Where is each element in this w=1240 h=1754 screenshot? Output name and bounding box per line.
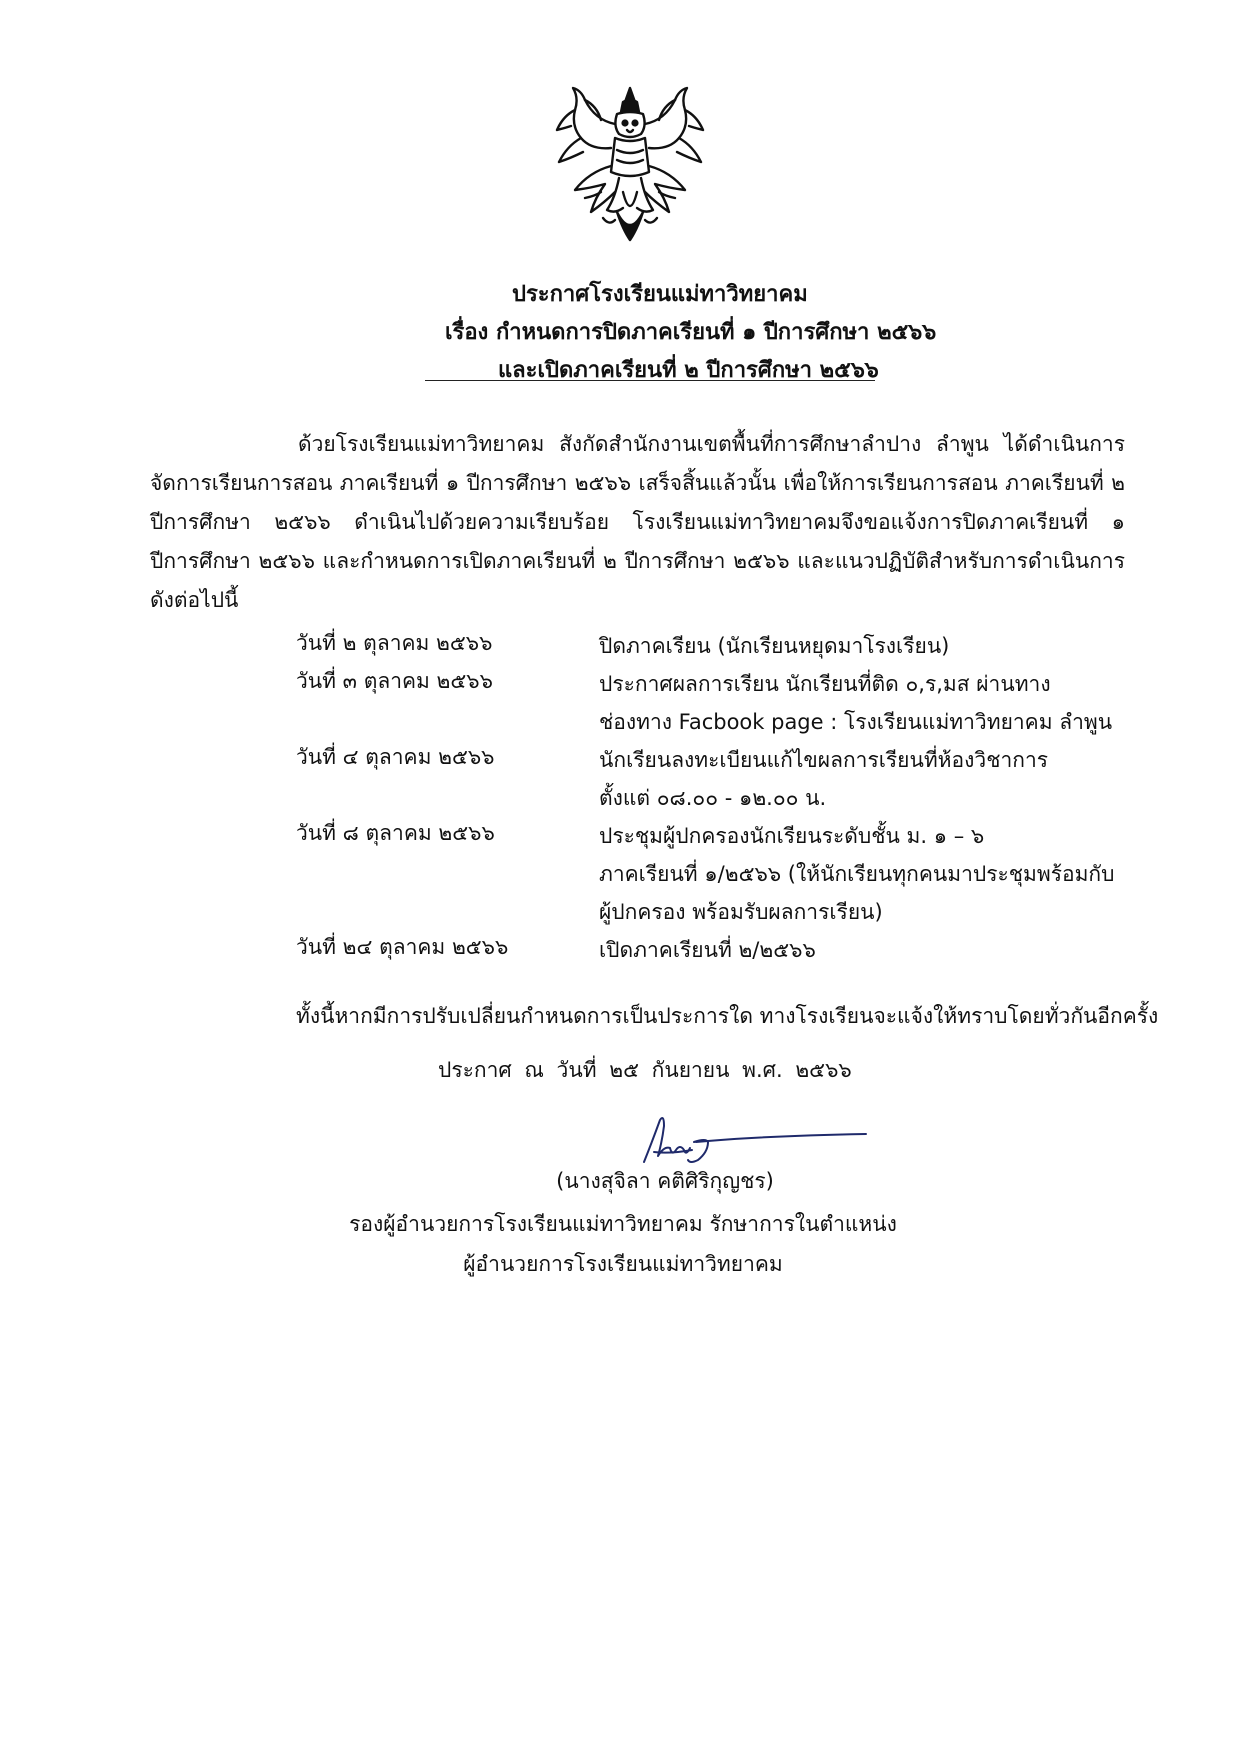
schedule-list (296, 627, 1126, 969)
schedule-date: วันที่ ๒๔ ตุลาคม ๒๕๖๖ (296, 935, 509, 959)
signatory-position-line-2: ผู้อำนวยการโรงเรียนแม่ทาวิทยาคม (463, 1252, 783, 1276)
paragraph-line: ดังต่อไปนี้ (150, 588, 239, 612)
schedule-date: วันที่ ๔ ตุลาคม ๒๕๖๖ (296, 745, 495, 769)
title-line-1: ประกาศโรงเรียนแม่ทาวิทยาคม (512, 282, 808, 307)
schedule-item (296, 817, 1126, 931)
title-underline (425, 380, 875, 381)
paragraph-line: ด้วยโรงเรียนแม่ทาวิทยาคม สังกัดสำนักงานเขตพื้นที่การศึกษาลำปาง ลำพูน ได้ดำเนินการ (298, 432, 1125, 456)
schedule-detail: เปิดภาคเรียนที่ ๒/๒๕๖๖ (599, 938, 816, 962)
schedule-date: วันที่ ๘ ตุลาคม ๒๕๖๖ (296, 821, 495, 845)
paragraph-line: จัดการเรียนการสอน ภาคเรียนที่ ๑ ปีการศึกษา ๒๕๖๖ เสร็จสิ้นแล้วนั้น เพื่อให้การเรียนการสอน ภาคเรียนที่ ๒ (150, 471, 1125, 495)
title-line-2: เรื่อง กำหนดการปิดภาคเรียนที่ ๑ ปีการศึกษา ๒๕๖๖ (445, 320, 937, 345)
schedule-detail: ช่องทาง Facbook page : โรงเรียนแม่ทาวิทยาคม ลำพูน (599, 710, 1113, 734)
schedule-detail: ตั้งแต่ ๐๘.๐๐ - ๑๒.๐๐ น. (599, 786, 827, 810)
schedule-item (296, 627, 1126, 665)
announce-date: ประกาศ ณ วันที่ ๒๕ กันยายน พ.ศ. ๒๕๖๖ (438, 1058, 852, 1082)
schedule-detail: ประชุมผู้ปกครองนักเรียนระดับชั้น ม. ๑ – ๖ (599, 824, 985, 848)
handwritten-signature-icon (630, 1112, 870, 1172)
title-line-3: และเปิดภาคเรียนที่ ๒ ปีการศึกษา ๒๕๖๖ (498, 358, 879, 383)
schedule-item (296, 665, 1126, 741)
garuda-emblem-icon (545, 80, 715, 250)
signatory-position-line-1: รองผู้อำนวยการโรงเรียนแม่ทาวิทยาคม รักษาการในตำแหน่ง (349, 1212, 897, 1236)
schedule-detail: นักเรียนลงทะเบียนแก้ไขผลการเรียนที่ห้องวิชาการ (599, 748, 1049, 772)
schedule-item (296, 741, 1126, 817)
signatory-name: (นางสุจิลา คติศิริกุญชร) (556, 1169, 774, 1193)
paragraph-line: ปีการศึกษา ๒๕๖๖ และกำหนดการเปิดภาคเรียนที่ ๒ ปีการศึกษา ๒๕๖๖ และแนวปฏิบัติสำหรับการดำเนินการ (150, 549, 1125, 573)
schedule-item (296, 931, 1126, 969)
body-paragraph (150, 425, 1125, 620)
schedule-detail: ปิดภาคเรียน (นักเรียนหยุดมาโรงเรียน) (599, 634, 950, 658)
schedule-detail: ภาคเรียนที่ ๑/๒๕๖๖ (ให้นักเรียนทุกคนมาประชุมพร้อมกับ (599, 862, 1115, 886)
paragraph-line: ปีการศึกษา ๒๕๖๖ ดำเนินไปด้วยความเรียบร้อย โรงเรียนแม่ทาวิทยาคมจึงขอแจ้งการปิดภาคเรียนที่ ๑ (150, 510, 1125, 534)
schedule-date: วันที่ ๒ ตุลาคม ๒๕๖๖ (296, 631, 493, 655)
closing-statement: ทั้งนี้หากมีการปรับเปลี่ยนกำหนดการเป็นประการใด ทางโรงเรียนจะแจ้งให้ทราบโดยทั่วกันอีกครั้ง (296, 1004, 1159, 1028)
schedule-detail: ประกาศผลการเรียน นักเรียนที่ติด ๐,ร,มส ผ่านทาง (599, 672, 1051, 696)
schedule-date: วันที่ ๓ ตุลาคม ๒๕๖๖ (296, 669, 493, 693)
schedule-detail: ผู้ปกครอง พร้อมรับผลการเรียน) (599, 900, 883, 924)
